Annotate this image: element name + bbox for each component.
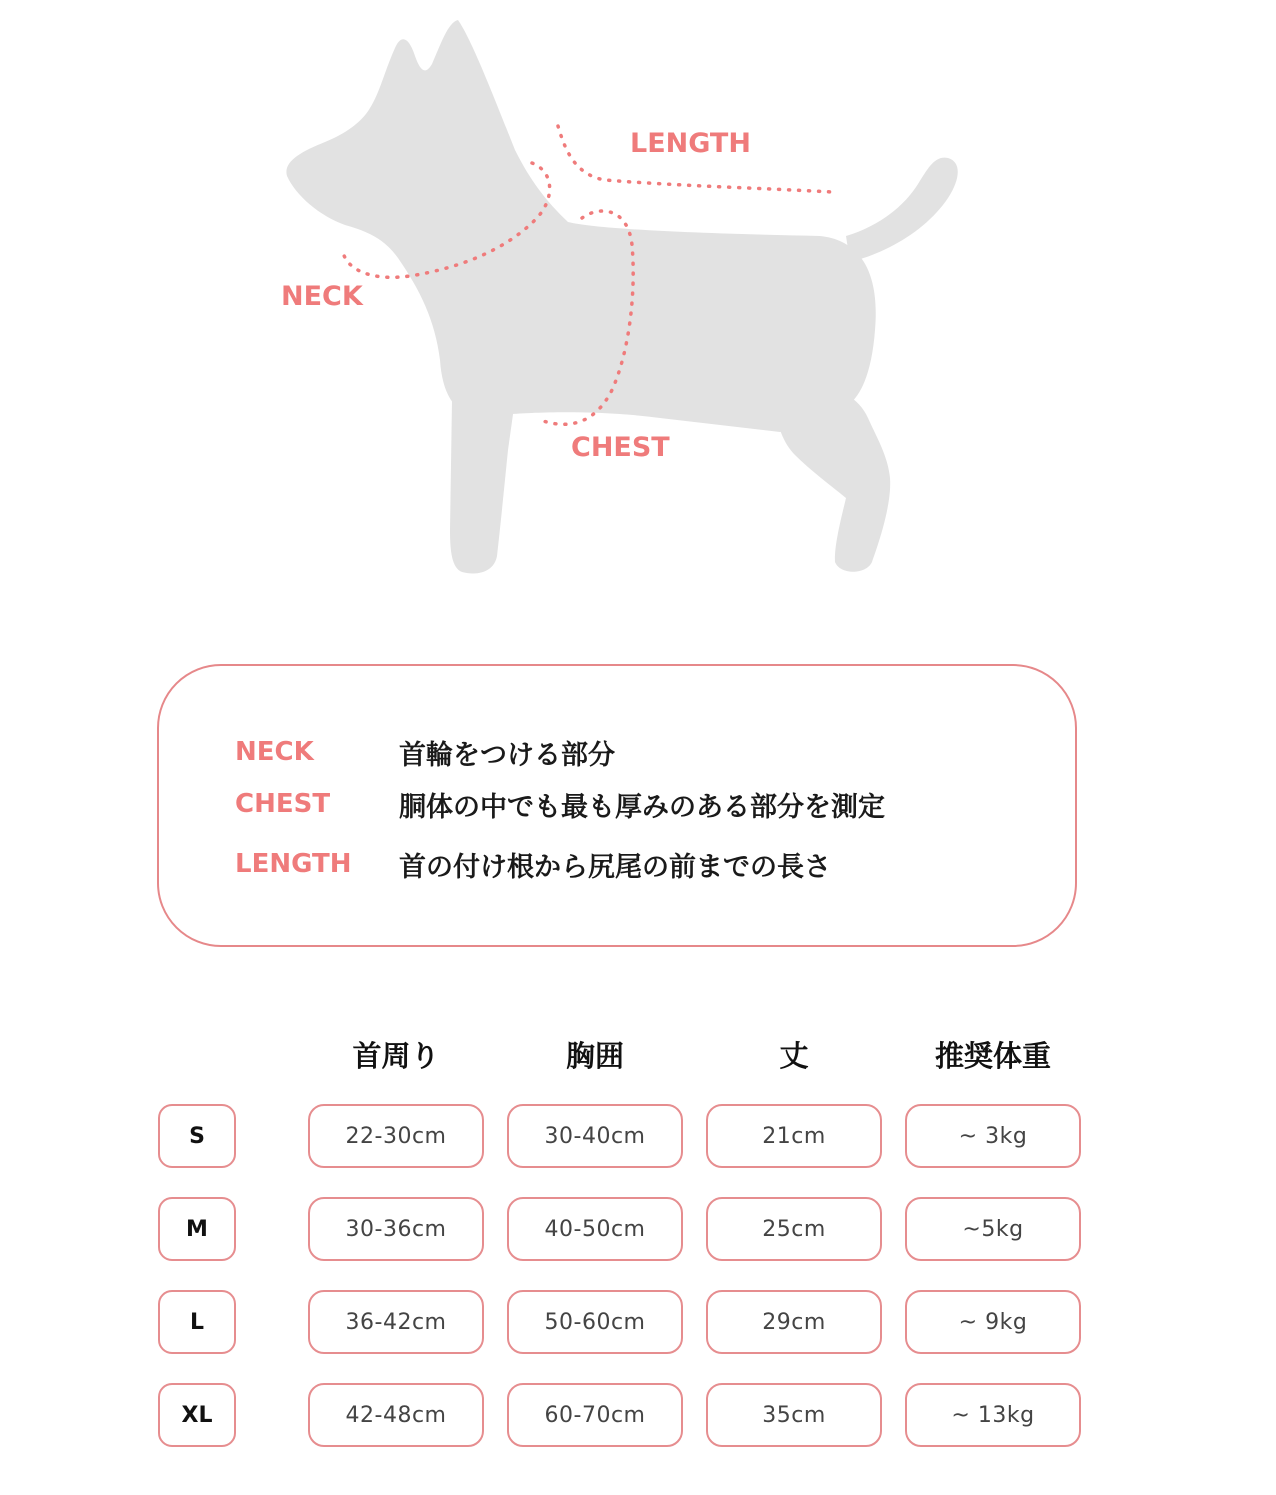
neck-value: 30-36cm: [308, 1197, 484, 1261]
legend-term: LENGTH: [235, 849, 352, 879]
length-value: 35cm: [706, 1383, 882, 1447]
weight-value: ~ 3kg: [905, 1104, 1081, 1168]
legend-description: 首の付け根から尻尾の前までの長さ: [399, 851, 831, 883]
legend-description: 首輪をつける部分: [399, 739, 615, 771]
neck-value: 42-48cm: [308, 1383, 484, 1447]
weight-value: ~ 13kg: [905, 1383, 1081, 1447]
neck-label: NECK: [281, 281, 363, 312]
weight-value: ~ 9kg: [905, 1290, 1081, 1354]
legend-description: 胴体の中でも最も厚みのある部分を測定: [399, 791, 885, 823]
chest-value: 40-50cm: [507, 1197, 683, 1261]
chest-value: 60-70cm: [507, 1383, 683, 1447]
length-value: 21cm: [706, 1104, 882, 1168]
chest-label: CHEST: [571, 432, 670, 463]
size-label: XL: [158, 1383, 236, 1447]
dog-measurement-diagram: [0, 0, 1276, 600]
legend-term: NECK: [235, 737, 314, 767]
size-label: S: [158, 1104, 236, 1168]
chest-value: 30-40cm: [507, 1104, 683, 1168]
legend-row-length: [235, 844, 831, 884]
weight-value: ~5kg: [905, 1197, 1081, 1261]
header-length: 丈: [779, 1039, 809, 1073]
length-value: 29cm: [706, 1290, 882, 1354]
length-value: 25cm: [706, 1197, 882, 1261]
header-chest: 胸囲: [565, 1039, 624, 1073]
measurement-legend: [157, 664, 1077, 947]
length-label: LENGTH: [630, 128, 751, 159]
dog-silhouette: [286, 20, 957, 573]
neck-value: 36-42cm: [308, 1290, 484, 1354]
neck-value: 22-30cm: [308, 1104, 484, 1168]
legend-row-neck: [235, 732, 615, 772]
size-label: L: [158, 1290, 236, 1354]
legend-row-chest: [235, 784, 885, 824]
legend-term: CHEST: [235, 789, 331, 819]
header-weight: 推奨体重: [934, 1039, 1051, 1073]
header-neck: 首周り: [352, 1039, 440, 1073]
size-label: M: [158, 1197, 236, 1261]
chest-value: 50-60cm: [507, 1290, 683, 1354]
